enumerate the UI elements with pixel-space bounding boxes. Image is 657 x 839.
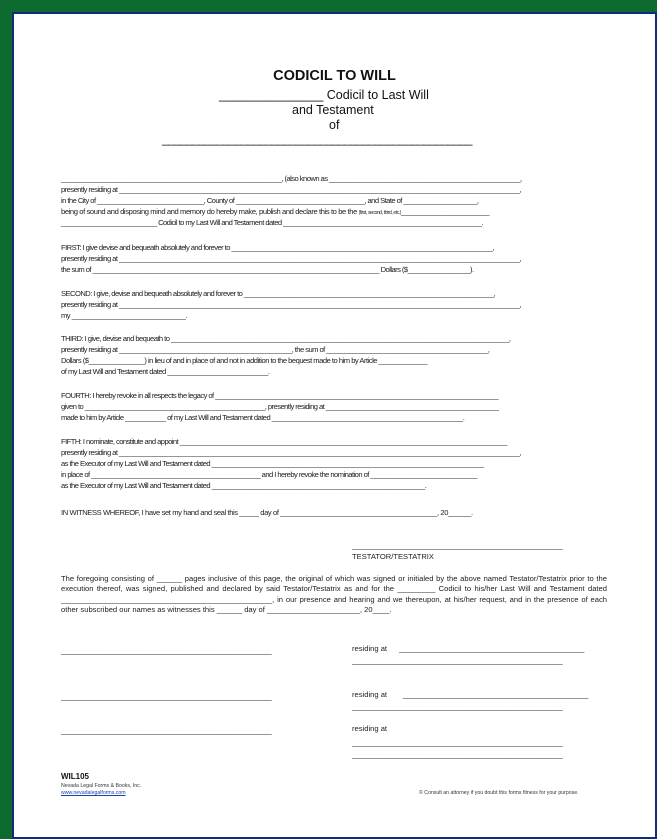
fourth-line-1: FOURTH: I hereby revoke in all respects the legacy of _____________________________________________________________________________ bbox=[61, 391, 499, 400]
witness-1-signature-line: __________________________________________________________ bbox=[61, 646, 272, 655]
witness-2-residing-line-2: __________________________________________________________ bbox=[352, 702, 563, 711]
third-line-4: of my Last Will and Testament dated ___________________________. bbox=[61, 367, 270, 376]
intro-line-5: __________________________ Codicil to my Last Will and Testament dated ______________________________________________________. bbox=[61, 218, 484, 227]
intro-line-2: presently residing at _____________________________________________________________________________________________________________, bbox=[61, 185, 521, 194]
witness-1-residing-line-1: ___________________________________________________ bbox=[399, 644, 584, 653]
witness-3-residing-label: residing at bbox=[352, 724, 388, 733]
first-line-3: the sum of ______________________________________________________________________________ Dollars ($_________________). bbox=[61, 265, 474, 274]
intro-line-4 bbox=[61, 207, 489, 218]
document-border bbox=[12, 12, 657, 839]
intro-line-4-text: being of sound and disposing mind and memory do hereby make, publish and declare this to be the bbox=[61, 207, 357, 216]
testator-label: TESTATOR/TESTATRIX bbox=[352, 552, 434, 561]
intro-line-1: ____________________________________________________________, (also known as ____________________________________________________, bbox=[61, 174, 522, 183]
codicil-number-line: _______________ Codicil to Last Will bbox=[219, 88, 429, 102]
of-label: of bbox=[329, 118, 340, 132]
testator-name-line: ___________________________________________________ bbox=[162, 132, 472, 146]
will-label: and Testament bbox=[292, 103, 374, 117]
ordinal-blank: _______________________ bbox=[401, 207, 490, 216]
fifth-line-1: FIFTH: I nominate, constitute and appoint _________________________________________________________________________________________ bbox=[61, 437, 507, 446]
witness-3-signature-line: __________________________________________________________ bbox=[61, 726, 272, 735]
second-line-2: presently residing at _____________________________________________________________________________________________________________, bbox=[61, 300, 521, 309]
attorney-disclaimer: © Consult an attorney if you doubt this forms fitness for your purpose. bbox=[419, 790, 579, 796]
fourth-line-2: given to _________________________________________________, presently residing at _______________________________________________ bbox=[61, 402, 499, 411]
publisher-name: Nevada Legal Forms & Books, Inc. bbox=[61, 783, 142, 789]
form-code: WIL105 bbox=[61, 772, 90, 781]
publisher-website-link[interactable]: www.nevadalegalforms.com bbox=[61, 790, 126, 796]
second-line-3: my _______________________________. bbox=[61, 311, 188, 320]
fifth-line-4: in place of ______________________________________________ and I hereby revoke the nomination of _____________________________ bbox=[61, 470, 477, 479]
witness-2-residing-label: residing at bbox=[352, 690, 388, 699]
document-page bbox=[14, 14, 655, 837]
document-title: CODICIL TO WILL bbox=[273, 68, 396, 84]
witness-3-residing-line-2: __________________________________________________________ bbox=[352, 750, 563, 759]
attestation-clause: The foregoing consisting of ______ pages inclusive of this page, the original of which was signed or initialed by the above named Testator/Testatrix prior to the execution thereof, was signed, published and declared by said Testator/Testatrix as and for the _________ Codicil to his/her Last Will and Testament dated __________________________________________________, in our presence and hearing and we thereupon, at his/her request, and in the presence of each other subscribed our names as witnesses this ______ day of ______________________, 20____. bbox=[61, 574, 607, 615]
first-line-1: FIRST: I give devise and bequeath absolutely and forever to _______________________________________________________________________, bbox=[61, 243, 494, 252]
witness-2-residing-line-1: ___________________________________________________ bbox=[403, 690, 588, 699]
fifth-line-3: as the Executor of my Last Will and Testament dated __________________________________________________________________________ bbox=[61, 459, 484, 468]
third-line-1: THIRD: I give, devise and bequeath to ____________________________________________________________________________________________, bbox=[61, 334, 511, 343]
in-witness-whereof-line: IN WITNESS WHEREOF, I have set my hand and seal this _____ day of _________________________________________, 20______. bbox=[61, 508, 473, 517]
witness-3-residing-line-1: __________________________________________________________ bbox=[352, 738, 563, 747]
witness-2-signature-line: __________________________________________________________ bbox=[61, 692, 272, 701]
first-line-2: presently residing at _____________________________________________________________________________________________________________, bbox=[61, 254, 521, 263]
testator-signature-line: __________________________________________________________ bbox=[352, 541, 563, 550]
intro-line-3: in the City of _____________________________, County of ___________________________________, and State of ____________________, bbox=[61, 196, 479, 205]
witness-1-residing-line-2: __________________________________________________________ bbox=[352, 656, 563, 665]
second-line-1: SECOND: I give, devise and bequeath absolutely and forever to ____________________________________________________________________, bbox=[61, 289, 496, 298]
ordinal-hint: (first, second, third, etc.) bbox=[358, 210, 402, 216]
third-line-3: Dollars ($_______________) in lieu of and in place of and not in addition to the bequest made to him by Article _____________ bbox=[61, 356, 428, 365]
fifth-line-5: as the Executor of my Last Will and Testament dated __________________________________________________________. bbox=[61, 481, 427, 490]
fourth-line-3: made to him by Article ___________ of my Last Will and Testament dated ____________________________________________________. bbox=[61, 413, 465, 422]
fifth-line-2: presently residing at _____________________________________________________________________________________________________________, bbox=[61, 448, 521, 457]
third-line-2: presently residing at _______________________________________________, the sum of ____________________________________________, bbox=[61, 345, 490, 354]
witness-1-residing-label: residing at bbox=[352, 644, 388, 653]
